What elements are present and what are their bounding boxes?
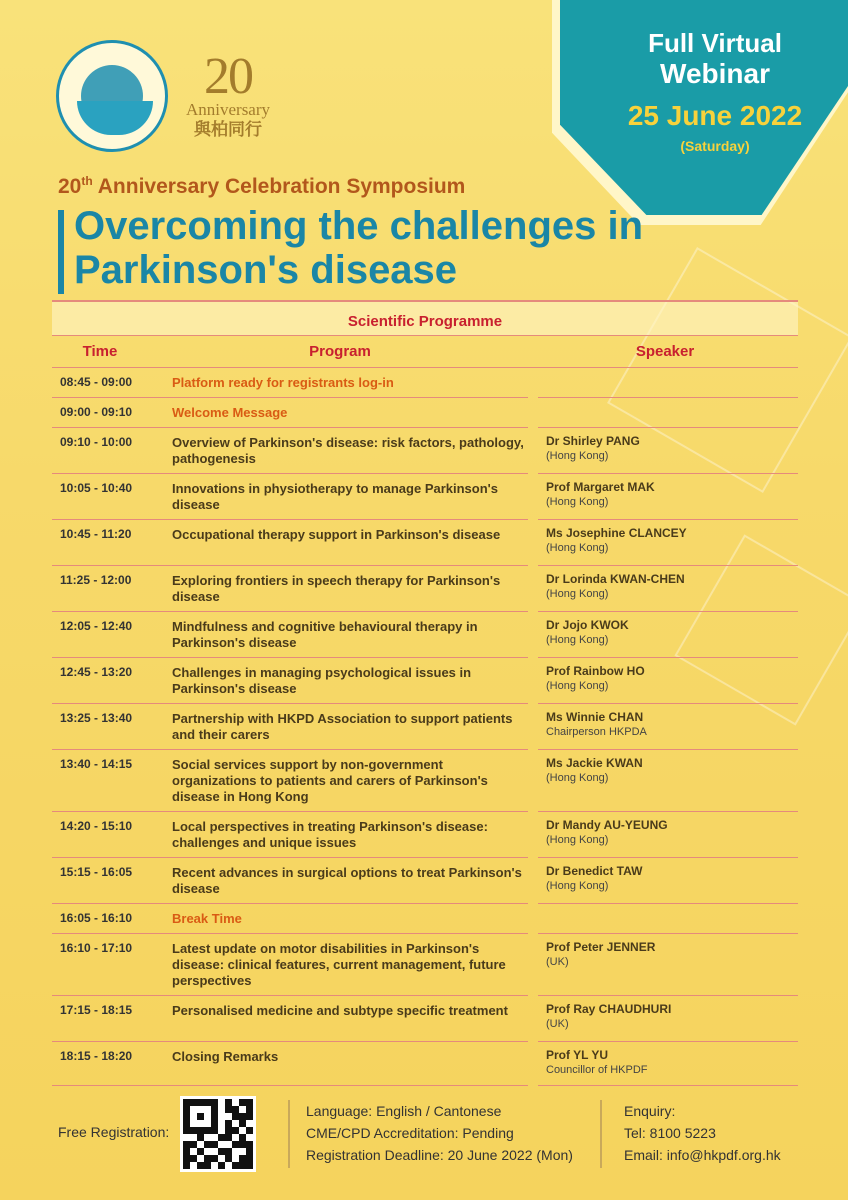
- qr-module: [218, 1099, 225, 1106]
- qr-module: [246, 1155, 253, 1162]
- row-program: Occupational therapy support in Parkinson's disease: [164, 520, 528, 566]
- speaker-affiliation: (Hong Kong): [546, 772, 609, 784]
- row-speaker-cell: [538, 566, 798, 612]
- column-gap: [528, 904, 538, 934]
- table-row: [52, 398, 798, 428]
- qr-module: [183, 1162, 190, 1169]
- speaker-affiliation: (UK): [546, 956, 569, 968]
- qr-module: [246, 1120, 253, 1127]
- qr-module: [246, 1162, 253, 1169]
- col-program-header: Program: [309, 343, 371, 360]
- column-gap: [528, 658, 538, 704]
- qr-module: [183, 1127, 190, 1134]
- row-time: 09:10 - 10:00: [52, 428, 164, 474]
- free-registration-label: Free Registration:: [58, 1124, 170, 1140]
- qr-module: [190, 1155, 197, 1162]
- table-row: [52, 858, 798, 904]
- qr-module: [183, 1148, 190, 1155]
- row-speaker-cell: [538, 812, 798, 858]
- page-title: Overcoming the challenges in Parkinson's disease: [74, 204, 644, 292]
- qr-module: [211, 1134, 218, 1141]
- column-gap: [528, 428, 538, 474]
- row-speaker-cell: [538, 474, 798, 520]
- qr-code-icon: [183, 1099, 253, 1169]
- qr-module: [183, 1141, 190, 1148]
- anniversary-word: Anniversary: [185, 100, 271, 119]
- qr-module: [232, 1162, 239, 1169]
- row-program: Local perspectives in treating Parkinson's disease: challenges and unique issues: [164, 812, 528, 858]
- table-row: [52, 566, 798, 612]
- qr-module: [190, 1099, 197, 1106]
- qr-module: [246, 1141, 253, 1148]
- table-row: [52, 934, 798, 996]
- qr-module: [211, 1099, 218, 1106]
- qr-module: [218, 1134, 225, 1141]
- qr-module: [232, 1141, 239, 1148]
- qr-module: [197, 1113, 204, 1120]
- speaker-name: Dr Mandy AU-YEUNG: [546, 818, 668, 832]
- logo-emblem: [56, 40, 168, 152]
- qr-module: [190, 1120, 197, 1127]
- row-time: 16:10 - 17:10: [52, 934, 164, 996]
- qr-module: [197, 1120, 204, 1127]
- table-row: [52, 1042, 798, 1086]
- row-speaker-cell: [538, 858, 798, 904]
- row-speaker-cell: [538, 996, 798, 1042]
- qr-module: [225, 1134, 232, 1141]
- webinar-badge-text: [600, 28, 830, 156]
- qr-module: [246, 1148, 253, 1155]
- qr-module: [239, 1162, 246, 1169]
- row-program: Challenges in managing psychological issues in Parkinson's disease: [164, 658, 528, 704]
- row-speaker-cell: [538, 1042, 798, 1086]
- table-row: [52, 520, 798, 566]
- column-gap: [528, 566, 538, 612]
- table-row: [52, 750, 798, 812]
- speaker-name: Prof Peter JENNER: [546, 940, 656, 954]
- row-time: 12:05 - 12:40: [52, 612, 164, 658]
- qr-module: [183, 1134, 190, 1141]
- qr-module: [246, 1134, 253, 1141]
- qr-module: [218, 1113, 225, 1120]
- footer-divider: [600, 1100, 602, 1168]
- qr-module: [190, 1127, 197, 1134]
- qr-module: [239, 1141, 246, 1148]
- programme-heading: Scientific Programme: [52, 300, 798, 336]
- row-program: Recent advances in surgical options to treat Parkinson's disease: [164, 858, 528, 904]
- row-time: 11:25 - 12:00: [52, 566, 164, 612]
- column-gap: [528, 1042, 538, 1086]
- qr-module: [225, 1099, 232, 1106]
- row-time: 08:45 - 09:00: [52, 368, 164, 398]
- enquiry-label: Enquiry:: [624, 1103, 676, 1119]
- accreditation-info: CME/CPD Accreditation: Pending: [306, 1125, 514, 1141]
- enquiry-tel[interactable]: Tel: 8100 5223: [624, 1125, 716, 1141]
- row-speaker-cell: [538, 704, 798, 750]
- row-time: 13:25 - 13:40: [52, 704, 164, 750]
- qr-module: [204, 1113, 211, 1120]
- foundation-logo: [56, 40, 176, 160]
- qr-module: [225, 1148, 232, 1155]
- qr-module: [246, 1099, 253, 1106]
- enquiry-info: [624, 1100, 781, 1166]
- table-row: [52, 996, 798, 1042]
- qr-module: [190, 1134, 197, 1141]
- event-info: [306, 1100, 573, 1166]
- qr-module: [204, 1148, 211, 1155]
- column-gap: [528, 858, 538, 904]
- anniversary-tagline: 與柏同行: [194, 120, 262, 140]
- col-time-header: Time: [82, 343, 118, 360]
- row-program: Partnership with HKPD Association to support patients and their carers: [164, 704, 528, 750]
- qr-module: [225, 1113, 232, 1120]
- qr-module: [246, 1127, 253, 1134]
- column-gap: [528, 812, 538, 858]
- speaker-affiliation: (UK): [546, 1018, 569, 1030]
- qr-module: [204, 1106, 211, 1113]
- qr-module: [197, 1141, 204, 1148]
- language-info: Language: English / Cantonese: [306, 1103, 502, 1119]
- programme-table: [52, 300, 798, 1086]
- qr-module: [239, 1120, 246, 1127]
- table-row: [52, 428, 798, 474]
- qr-module: [211, 1106, 218, 1113]
- row-program: Personalised medicine and subtype specific treatment: [164, 996, 528, 1042]
- column-gap: [528, 996, 538, 1042]
- row-speaker-cell: [538, 934, 798, 996]
- qr-module: [225, 1120, 232, 1127]
- qr-module: [239, 1155, 246, 1162]
- qr-module: [232, 1120, 239, 1127]
- row-time: 10:45 - 11:20: [52, 520, 164, 566]
- row-program: Closing Remarks: [164, 1042, 528, 1086]
- qr-module: [232, 1099, 239, 1106]
- speaker-name: Dr Benedict TAW: [546, 864, 643, 878]
- speaker-name: Dr Jojo KWOK: [546, 618, 629, 632]
- qr-module: [211, 1127, 218, 1134]
- qr-module: [232, 1113, 239, 1120]
- qr-module: [183, 1113, 190, 1120]
- qr-module: [218, 1141, 225, 1148]
- hands-icon: [77, 101, 153, 135]
- row-program: Innovations in physiotherapy to manage Parkinson's disease: [164, 474, 528, 520]
- qr-module: [197, 1155, 204, 1162]
- qr-module: [225, 1106, 232, 1113]
- speaker-name: Dr Shirley PANG: [546, 434, 640, 448]
- qr-module: [239, 1106, 246, 1113]
- qr-module: [218, 1155, 225, 1162]
- table-header-row: [52, 336, 798, 368]
- qr-module: [225, 1127, 232, 1134]
- row-time: 18:15 - 18:20: [52, 1042, 164, 1086]
- qr-module: [232, 1106, 239, 1113]
- row-speaker-cell: [538, 428, 798, 474]
- column-gap: [528, 520, 538, 566]
- row-program: Mindfulness and cognitive behavioural therapy in Parkinson's disease: [164, 612, 528, 658]
- row-speaker-cell: [538, 750, 798, 812]
- qr-module: [239, 1134, 246, 1141]
- row-time: 10:05 - 10:40: [52, 474, 164, 520]
- row-program: Overview of Parkinson's disease: risk factors, pathology, pathogenesis: [164, 428, 528, 474]
- qr-module: [204, 1099, 211, 1106]
- row-speaker-cell: [538, 904, 798, 934]
- row-program: Break Time: [164, 904, 528, 934]
- qr-module: [204, 1162, 211, 1169]
- row-program: Platform ready for registrants log-in: [164, 368, 528, 398]
- speaker-name: Dr Lorinda KWAN-CHEN: [546, 572, 685, 586]
- speaker-affiliation: (Hong Kong): [546, 834, 609, 846]
- table-row: [52, 368, 798, 398]
- speaker-name: Prof Margaret MAK: [546, 480, 655, 494]
- qr-module: [232, 1127, 239, 1134]
- qr-module: [190, 1106, 197, 1113]
- qr-module: [211, 1113, 218, 1120]
- qr-module: [190, 1141, 197, 1148]
- qr-module: [239, 1148, 246, 1155]
- row-program: Exploring frontiers in speech therapy for Parkinson's disease: [164, 566, 528, 612]
- table-row: [52, 474, 798, 520]
- qr-module: [204, 1120, 211, 1127]
- row-speaker-cell: [538, 520, 798, 566]
- qr-module: [197, 1106, 204, 1113]
- qr-module: [190, 1113, 197, 1120]
- qr-module: [211, 1162, 218, 1169]
- qr-module: [211, 1155, 218, 1162]
- qr-module: [211, 1141, 218, 1148]
- row-time: 15:15 - 16:05: [52, 858, 164, 904]
- deadline-info: Registration Deadline: 20 June 2022 (Mon): [306, 1147, 573, 1163]
- anniversary-mark: [178, 48, 278, 140]
- qr-module: [204, 1134, 211, 1141]
- qr-module: [197, 1148, 204, 1155]
- speaker-name: Prof Rainbow HO: [546, 664, 645, 678]
- badge-line1: Full Virtual: [648, 28, 782, 58]
- qr-module: [204, 1155, 211, 1162]
- table-row: [52, 704, 798, 750]
- badge-line2: Webinar: [660, 58, 770, 89]
- footer: [0, 1088, 848, 1200]
- qr-module: [183, 1120, 190, 1127]
- row-program: Latest update on motor disabilities in Parkinson's disease: clinical features, current management, future perspectives: [164, 934, 528, 996]
- event-date: 25 June 2022: [627, 100, 803, 131]
- speaker-name: Ms Winnie CHAN: [546, 710, 644, 724]
- speaker-affiliation: (Hong Kong): [546, 634, 609, 646]
- qr-module: [183, 1099, 190, 1106]
- qr-module: [246, 1113, 253, 1120]
- table-row: [52, 612, 798, 658]
- qr-module: [239, 1099, 246, 1106]
- row-speaker-cell: [538, 398, 798, 428]
- speaker-name: Prof YL YU: [546, 1048, 609, 1062]
- qr-module: [190, 1148, 197, 1155]
- qr-module: [211, 1120, 218, 1127]
- qr-module: [232, 1155, 239, 1162]
- speaker-affiliation: Chairperson HKPDA: [546, 726, 647, 738]
- enquiry-email[interactable]: Email: info@hkpdf.org.hk: [624, 1147, 781, 1163]
- speaker-name: Prof Ray CHAUDHURI: [546, 1002, 672, 1016]
- footer-divider: [288, 1100, 290, 1168]
- row-time: 16:05 - 16:10: [52, 904, 164, 934]
- column-gap: [528, 474, 538, 520]
- speaker-affiliation: (Hong Kong): [546, 680, 609, 692]
- table-row: [52, 904, 798, 934]
- column-gap: [528, 750, 538, 812]
- qr-module: [211, 1148, 218, 1155]
- qr-module: [232, 1148, 239, 1155]
- registration-qr-code[interactable]: [180, 1096, 256, 1172]
- qr-module: [239, 1127, 246, 1134]
- qr-module: [183, 1106, 190, 1113]
- qr-module: [197, 1162, 204, 1169]
- row-time: 17:15 - 18:15: [52, 996, 164, 1042]
- programme-rows: [52, 368, 798, 1086]
- qr-module: [197, 1127, 204, 1134]
- speaker-affiliation: Councillor of HKPDF: [546, 1064, 648, 1076]
- qr-module: [190, 1162, 197, 1169]
- row-speaker-cell: [538, 368, 798, 398]
- row-speaker-cell: [538, 658, 798, 704]
- qr-module: [197, 1134, 204, 1141]
- row-speaker-cell: [538, 612, 798, 658]
- row-time: 09:00 - 09:10: [52, 398, 164, 428]
- qr-module: [225, 1141, 232, 1148]
- anniversary-number: 20: [204, 48, 252, 105]
- column-gap: [528, 934, 538, 996]
- qr-module: [225, 1155, 232, 1162]
- row-time: 13:40 - 14:15: [52, 750, 164, 812]
- qr-module: [218, 1148, 225, 1155]
- speaker-affiliation: (Hong Kong): [546, 450, 609, 462]
- column-gap: [528, 612, 538, 658]
- speaker-name: Ms Josephine CLANCEY: [546, 526, 687, 540]
- qr-module: [218, 1106, 225, 1113]
- qr-module: [197, 1099, 204, 1106]
- table-row: [52, 812, 798, 858]
- qr-module: [218, 1127, 225, 1134]
- qr-module: [232, 1134, 239, 1141]
- qr-module: [239, 1113, 246, 1120]
- title-accent-bar: [58, 210, 64, 294]
- qr-module: [218, 1162, 225, 1169]
- row-time: 14:20 - 15:10: [52, 812, 164, 858]
- qr-module: [218, 1120, 225, 1127]
- symposium-subtitle: 20th Anniversary Celebration Symposium: [58, 174, 466, 198]
- row-program: Social services support by non-government organizations to patients and carers of Parkinson's disease in Hong Kong: [164, 750, 528, 812]
- speaker-affiliation: (Hong Kong): [546, 588, 609, 600]
- qr-module: [204, 1127, 211, 1134]
- qr-module: [183, 1155, 190, 1162]
- speaker-affiliation: (Hong Kong): [546, 880, 609, 892]
- speaker-affiliation: (Hong Kong): [546, 542, 609, 554]
- speaker-name: Ms Jackie KWAN: [546, 756, 643, 770]
- row-time: 12:45 - 13:20: [52, 658, 164, 704]
- row-program: Welcome Message: [164, 398, 528, 428]
- column-gap: [528, 368, 538, 398]
- speaker-affiliation: (Hong Kong): [546, 496, 609, 508]
- qr-module: [204, 1141, 211, 1148]
- table-row: [52, 658, 798, 704]
- column-gap: [528, 704, 538, 750]
- col-speaker-header: Speaker: [635, 343, 695, 360]
- column-gap: [528, 398, 538, 428]
- qr-module: [225, 1162, 232, 1169]
- qr-module: [246, 1106, 253, 1113]
- event-day: (Saturday): [680, 138, 750, 154]
